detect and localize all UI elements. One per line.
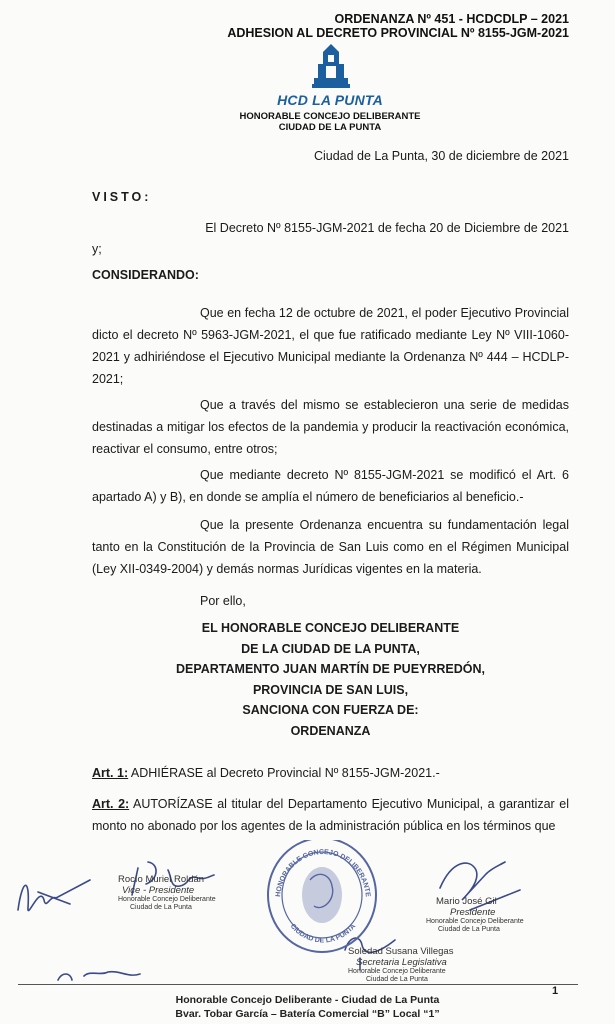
signer-city: Ciudad de La Punta	[130, 904, 192, 911]
sanciona-line: ORDENANZA	[290, 723, 371, 738]
sanciona-line: DEPARTAMENTO JUAN MARTÍN DE PUEYRREDÓN,	[175, 662, 486, 676]
article-label: Art. 2:	[92, 797, 130, 811]
date-line: Ciudad de La Punta, 30 de diciembre de 2021	[313, 149, 569, 163]
considerando-paragraph-3	[92, 464, 569, 508]
org-city: CIUDAD DE LA PUNTA	[278, 122, 382, 133]
visto-y: y;	[92, 242, 102, 256]
footer-line-2: Bvar. Tobar García – Batería Comercial “B” Local “1”	[175, 1008, 440, 1020]
considerando-paragraph-4	[92, 514, 569, 580]
signature-vice-president	[118, 874, 278, 912]
signer-org: Honorable Concejo Deliberante	[426, 918, 524, 925]
article-text: ADHIÉRASE al Decreto Provincial Nº 8155-JGM-2021.-	[128, 766, 440, 780]
signer-city: Ciudad de La Punta	[438, 926, 500, 933]
sanciona-line: DE LA CIUDAD DE LA PUNTA,	[241, 641, 420, 656]
page-number: 1	[552, 985, 559, 997]
sanciona-line: PROVINCIA DE SAN LUIS,	[252, 682, 409, 697]
tower-logo-icon	[310, 44, 352, 92]
paragraph-text: Que en fecha 12 de octubre de 2021, el poder Ejecutivo Provincial dicto el decreto Nº 5963-JGM-2021, el que fue ratificado mediante Ley Nº VIII-1060-2021 y adhiriéndose el Ejecutivo Municipal mediante la Ordenanza Nº 444 – HCDLP-2021;	[92, 306, 569, 386]
considerando-heading: CONSIDERANDO:	[92, 268, 199, 282]
article-1	[92, 762, 569, 784]
article-label: Art. 1:	[92, 766, 129, 780]
article-text: AUTORÍZASE al titular del Departamento Ejecutivo Municipal, a garantizar el monto no abonado por los agentes de la administración pública en los términos que	[92, 797, 569, 833]
logo-wordmark: HCD LA PUNTA	[277, 92, 383, 108]
signer-name: Mario José Gil	[436, 896, 497, 907]
footer-divider	[18, 984, 578, 985]
sanciona-block	[92, 618, 569, 741]
footer-line-1: Honorable Concejo Deliberante - Ciudad de La Punta	[175, 994, 440, 1006]
signer-org: Honorable Concejo Deliberante	[348, 968, 446, 975]
seal-bottom-text: CIUDAD DE LA PUNTA	[288, 922, 358, 945]
svg-text:CIUDAD DE LA PUNTA	[289, 923, 357, 945]
org-name: HONORABLE CONCEJO DELIBERANTE	[239, 111, 421, 122]
signer-role: Vice - Presidente	[122, 885, 195, 896]
sanciona-line: EL HONORABLE CONCEJO DELIBERANTE	[201, 621, 460, 635]
paragraph-text: Que mediante decreto Nº 8155-JGM-2021 se modificó el Art. 6 apartado A) y B), en donde se amplía el número de beneficiarios al beneficio.-	[92, 468, 569, 504]
svg-text:HONORABLE CONCEJO DELIBERANTE	[275, 849, 371, 898]
seal-top-text: HONORABLE CONCEJO DELIBERANTE	[275, 848, 371, 898]
seal-lettering	[268, 838, 378, 958]
signer-name: Soledad Susana Villegas	[348, 946, 454, 957]
article-2	[92, 793, 569, 837]
paragraph-text: Que a través del mismo se establecieron una serie de medidas destinadas a mitigar los efectos de la pandemia y producir la reactivación económica, reactivar el consumo, entre otros;	[92, 398, 569, 456]
signer-role: Secretaria Legislativa	[356, 957, 447, 968]
ordinance-number: ORDENANZA Nº 451 - HCDCDLP – 2021	[334, 12, 569, 26]
signature-secretary	[348, 946, 498, 984]
signer-city: Ciudad de La Punta	[366, 976, 428, 983]
sanciona-line: SANCIONA CON FUERZA DE:	[242, 703, 419, 717]
ordinance-subject: ADHESION AL DECRETO PROVINCIAL Nº 8155-JGM-2021	[227, 26, 569, 40]
considerando-paragraph-2	[92, 394, 569, 460]
visto-heading: VISTO:	[92, 190, 152, 204]
paragraph-text: Que la presente Ordenanza encuentra su fundamentación legal tanto en la Constitución de la Provincia de San Luis como en el Régimen Municipal (Ley XII-0349-2004) y demás normas Jurídicas vigentes en la materia.	[92, 518, 569, 576]
signer-role: Presidente	[450, 907, 496, 918]
signature-president	[426, 896, 576, 934]
considerando-paragraph-1	[92, 302, 569, 390]
signer-org: Honorable Concejo Deliberante	[118, 896, 216, 903]
visto-text: El Decreto Nº 8155-JGM-2021 de fecha 20 de Diciembre de 2021	[205, 221, 569, 235]
por-ello: Por ello,	[200, 594, 246, 608]
signer-name: Rocío Muriel Roldán	[118, 874, 205, 885]
